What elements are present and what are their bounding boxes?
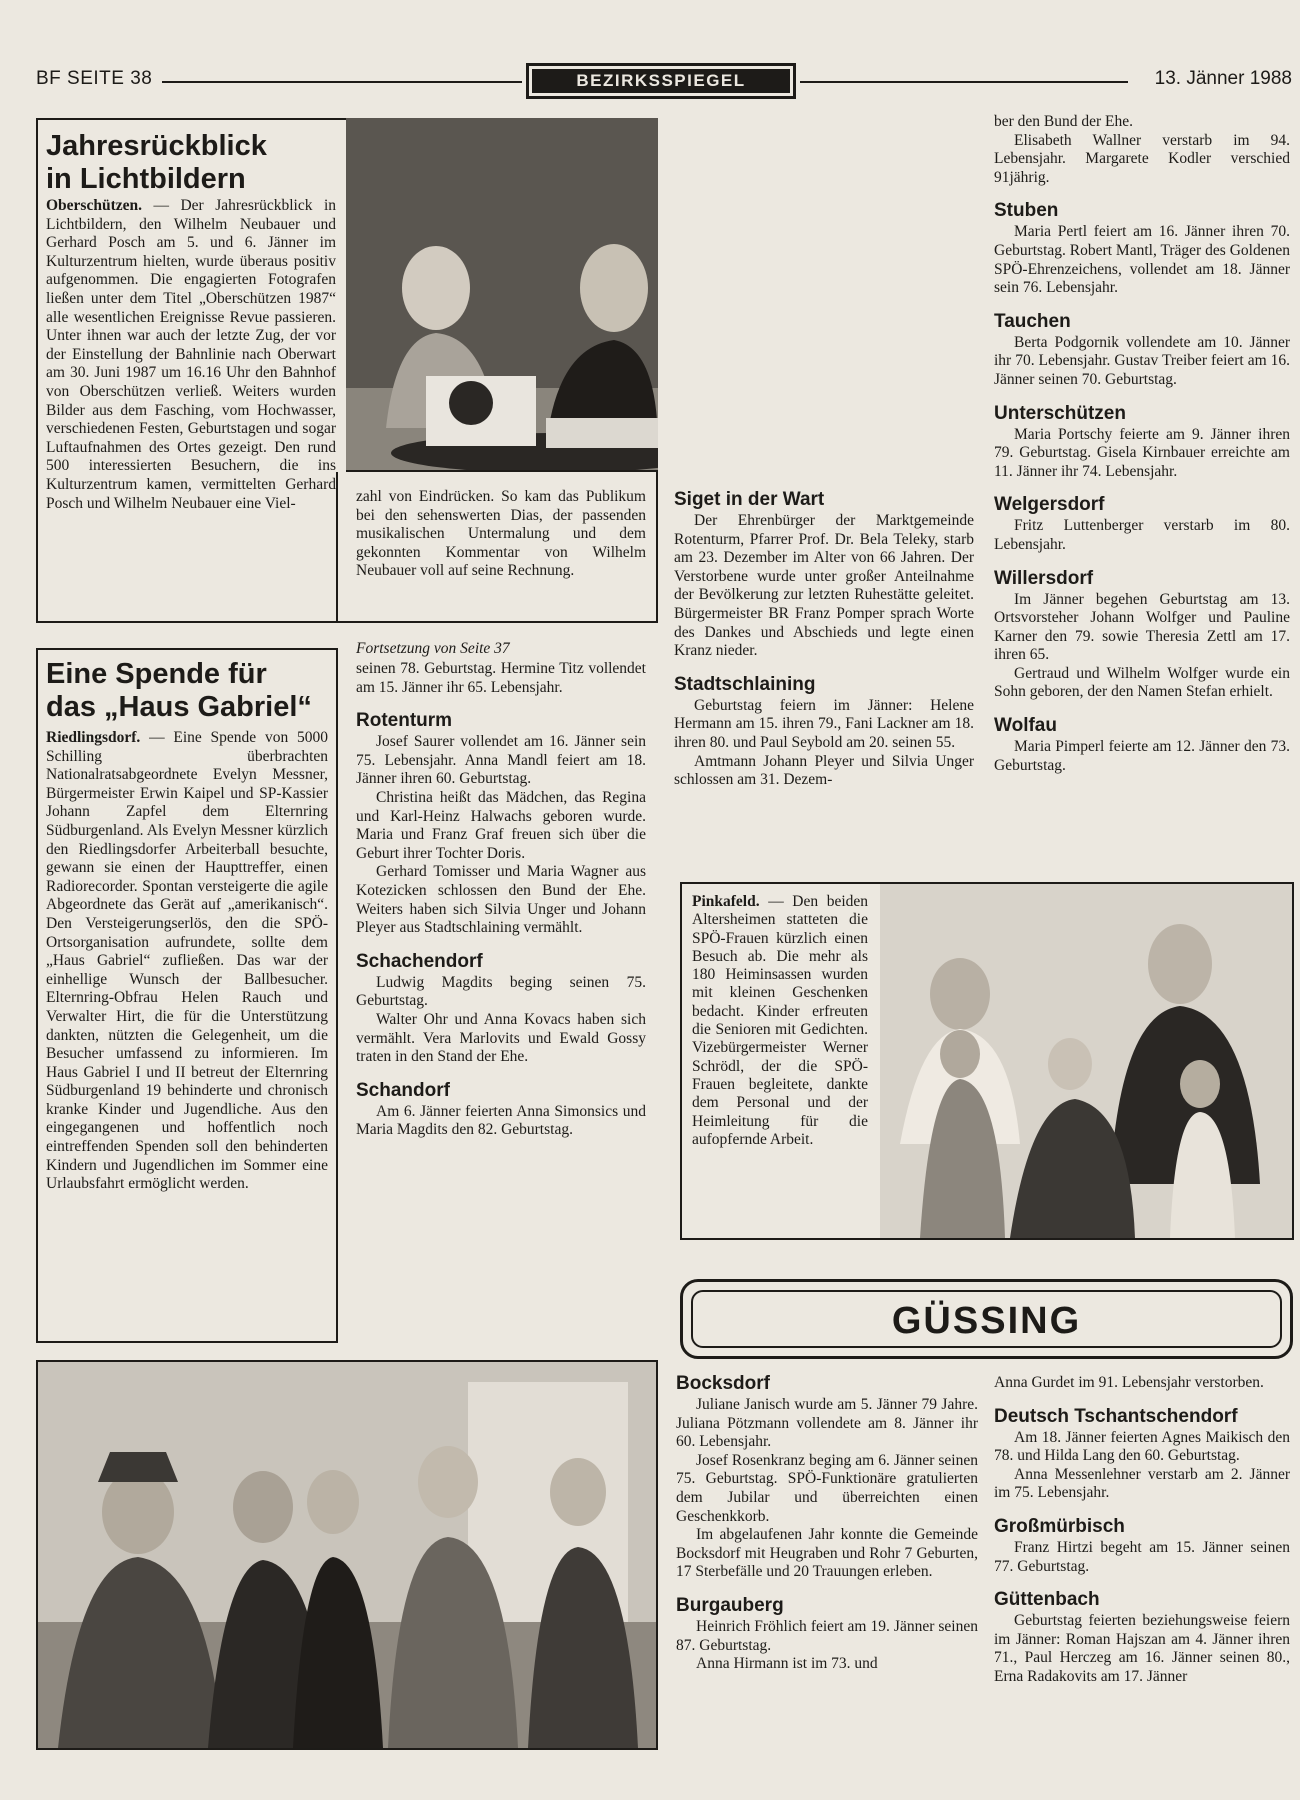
pinkafeld-lead: Pinkafeld. [692,893,760,910]
section-tauchen [994,310,1290,390]
photo-group-visitors [36,1360,658,1750]
section-body [994,591,1290,703]
section-heading: Willersdorf [994,567,1094,589]
guessing-left-sections [676,1372,978,1674]
section-grossmurbisch [994,1515,1290,1576]
section-heading: Schandorf [356,1079,450,1101]
section-heading: Güttenbach [994,1589,1100,1611]
page-date: 13. Jänner 1988 [1154,68,1292,89]
section-body [676,1618,978,1674]
guessing-right-intro [994,1374,1290,1393]
section-body [994,1429,1290,1503]
photo-projector-men [346,118,658,470]
section-deutsch-tschantschendorf [994,1405,1290,1503]
section-paragraph: Franz Hirtzi begeht am 15. Jänner seinen 77. Geburtstag. [994,1538,1290,1575]
section-heading: Bocksdorf [676,1373,770,1394]
section-body [994,1539,1290,1576]
article-haus-gabriel-text [46,729,328,1194]
section-paragraph: Ludwig Magdits beging seinen 75. Geburtstag. [356,973,646,1010]
section-paragraph: Am 18. Jänner feierten Agnes Maikisch den 78. und Hilda Lang den 60. Geburtstag. [994,1428,1290,1465]
pinkafeld-caption [692,893,868,1149]
section-paragraph: Im Jänner begehen Geburtstag am 13. Ortsvorsteher Johann Wolfger und Pauline Karner den 79. sowie Theresia Zettl am 17. ihren 65. [994,590,1290,664]
section-heading: Schachendorf [356,950,483,972]
section-rotenturm [356,709,646,938]
intro-text: seinen 78. Geburtstag. Hermine Titz vollendet am 15. Jänner ihr 65. Lebensjahr. [356,660,646,696]
section-stadtschlaining [674,673,974,790]
section-body [676,1396,978,1582]
section-siget-in-der-wart [674,488,974,661]
photo-rule [346,470,658,472]
section-body [356,1103,646,1140]
section-stuben [994,199,1290,297]
section-welgersdorf [994,493,1290,554]
photo-projector-men-image [346,118,658,470]
section-heading: Stuben [994,200,1059,222]
section-paragraph: Geburtstag feierten beziehungsweise feiern im Jänner: Roman Hajszan am 4. Jänner ihren 71., Paul Herczeg am 16. Jänner seinen 80., Erna Radakovits am 17. Jänner [994,1612,1290,1685]
pinkafeld-text: — Den beiden Altersheimen statteten die SPÖ-Frauen kürzlich einen Besuch ab. Die mehr als 180 Heiminsassen wurden mit kleinen Geschenken bedacht. Kinder erfreuten die Senioren mit Gedichten. Vizebürgermeister Werner Schrödl, der die SPÖ-Frauen begleitete, dankte dem Personal und der Heimleitung für die aufopfernde Arbeit. [692,893,869,1148]
mid-sections [356,709,646,1140]
column-local-news-c3 [674,488,974,790]
section-heading: Siget in der Wart [674,489,825,510]
photo-seniors-home [880,884,1292,1238]
section-heading: Großmürbisch [994,1515,1125,1537]
article-jahresrueckblick-title [46,130,336,196]
section-heading: Rotenturm [356,710,453,732]
section-heading: Burgauberg [676,1594,784,1616]
section-body [994,517,1290,554]
article-body: — Der Jahresrückblick in Lichtbildern, den Wilhelm Neubauer und Gerhard Posch am 5. und 6. Jänner im Kulturzentrum hielten, wurde überaus positiv aufgenommen. Die engagierten Fotografen ließen unter dem Titel „Oberschützen 1987“ alle wesentlichen Ereignisse Revue passieren. Unter ihnen war auch der letzte Zug, der vor der Einstellung der Bahnlinie nach Oberwart am 30. Juni 1987 um 16.16 Uhr den Bahnhof von Oberschützen verließ. Weiters wurden Bilder aus dem Fasching, vom Hochwasser, verschiedenen Festen, Geburtstagen und sogar Luftaufnahmen des Ortes gezeigt. Den rund 500 interessierten Besuchern, die ins Kulturzentrum kamen, vermittelten Gerhard Posch und Wilhelm Neubauer eine Viel- [46,197,337,512]
article-jahresrueckblick-text [46,197,336,513]
section-schandorf [356,1079,646,1140]
article-body-continued: zahl von Eindrücken. So kam das Publikum bei den sehenswerten Dias, der passenden musikalischen Untermalung und dem gekonnten Kommentar von Wilhelm Neubauer voll auf seine Rechnung. [356,488,646,580]
section-paragraph: Im abgelaufenen Jahr konnte die Gemeinde Bocksdorf mit Heugraben und Rohr 7 Geburten, 17 Sterbefälle und 20 Trauungen erleben. [676,1526,978,1581]
section-paragraph: Am 6. Jänner feierten Anna Simonsics und Maria Magdits den 82. Geburtstag. [356,1102,646,1139]
intro-paragraph: Elisabeth Wallner verstarb im 94. Lebensjahr. Margarete Kodler verschied 91jährig. [994,131,1290,186]
guessing-column-right [994,1374,1290,1687]
continuation-note: Fortsetzung von Seite 37 [356,640,510,657]
section-schachendorf [356,950,646,1067]
section-guttenbach [994,1588,1290,1686]
section-paragraph: Berta Podgornik vollendete am 10. Jänner ihr 70. Lebensjahr. Gustav Treiber feiert am 16. Jänner seinen 70. Geburtstag. [994,333,1290,388]
section-heading: Unterschützen [994,402,1126,424]
photo-group-visitors-image [38,1362,656,1748]
section-paragraph: Anna Hirmann ist im 73. und [696,1655,878,1673]
section-bocksdorf [676,1372,978,1582]
section-body [994,223,1290,297]
section-paragraph: Maria Pimperl feierte am 12. Jänner den 73. Geburtstag. [994,738,1290,774]
section-paragraph: Josef Rosenkranz beging am 6. Jänner seinen 75. Geburtstag. SPÖ-Funktionäre gratulierten dem Jubilar und überreichten einen Geschenkkorb. [676,1451,978,1525]
section-body [356,733,646,938]
guessing-banner [680,1279,1293,1359]
article-body: — Eine Spende von 5000 Schilling überbrachten Nationalratsabgeordnete Evelyn Messner, Bürgermeister Erwin Kaipel und SP-Kassier Johann Zapfel dem Elternring Südburgenland. Als Evelyn Messner kürzlich den Riedlingsdorfer Arbeiterball besuchte, gewann sie einen der Haupttreffer, einen Radiorecorder. Spontan versteigerte die agile Abgeordnete das Gerät auf „amerikanisch“. Den Versteigerungserlös, den die SPÖ-Ortsorganisation aufrundete, sollte dem „Haus Gabriel“ zufließen. Das war der einhellige Wunsch der Ballbesucher. Elternring-Obfrau Helen Rauch und Verwalter Hirt, die für die Unterstützung dankten, nützten die Gelegenheit, um die Besucher umfassend zu informieren. Im Haus Gabriel I und II betreut der Elternring Südburgenland 19 behinderte und chronisch kranke Kinder und Jugendliche. Aus den eingegangenen und hoffentlich noch eintreffenden Spenden soll den behinderten Kindern und Jugendlichen im Sommer eine Urlaubsfahrt ermöglicht werden. [46,729,328,1193]
c4-intro [994,113,1290,187]
section-body [994,738,1290,775]
section-title: BEZIRKSSPIEGEL [532,69,790,93]
page-label: BF SEITE 38 [36,68,153,89]
article-jahresrueckblick-continuation [356,488,646,581]
guessing-right-sections [994,1405,1290,1687]
guessing-banner-title: GÜSSING [691,1290,1282,1348]
section-paragraph: Der Ehrenbürger der Marktgemeinde Rotenturm, Pfarrer Prof. Dr. Bela Teleky, starb am 23. Dezember im Alter von 66 Jahren. Der Verstorbene wurde unter großer Anteilnahme der Bevölkerung zur letzten Ruhestätte geleitet. Bürgermeister BR Franz Pomper sprach Worte des Dankes und Abschieds und legte einen Kranz nieder. [674,512,974,660]
column-rule [336,472,338,622]
section-willersdorf [994,567,1290,703]
section-unterschutzen [994,402,1290,482]
section-burgauberg [676,1594,978,1674]
section-paragraph: Maria Portschy feierte am 9. Jänner ihren 79. Geburtstag. Gisela Kirnbauer erreichte am 11. Jänner ihr 74. Lebensjahr. [994,425,1290,480]
section-paragraph: Gerhard Tomisser und Maria Wagner aus Kotezicken schlossen den Bund der Ehe. Weiters haben sich Silvia Unger und Johann Pleyer aus Stadtschlaining vermählt. [356,863,646,937]
column-intro [356,660,646,697]
section-body [356,974,646,1067]
section-body [674,697,974,790]
section-badge [526,63,796,99]
section-paragraph: Geburtstag feiern im Jänner: Helene Hermann am 15. ihren 79., Fani Lackner am 18. ihren 80. und Paul Seybold am 20. seinen 55. [674,696,974,751]
section-paragraph: Heinrich Fröhlich feiert am 19. Jänner seinen 87. Geburtstag. [676,1617,978,1654]
header-rule-right [800,81,1128,83]
column-local-news-mid [356,640,646,1140]
section-paragraph: Josef Saurer vollendet am 16. Jänner sein 75. Lebensjahr. Anna Mandl feiert am 18. Jänner ihren 60. Geburtstag. [356,733,646,788]
intro-paragraph: ber den Bund der Ehe. [994,113,1134,130]
photo-seniors-home-image [880,884,1292,1238]
article-lead: Oberschützen. [46,197,143,214]
section-paragraph: Walter Ohr und Anna Kovacs haben sich vermählt. Vera Marlovits und Ewald Gossy traten in den Stand der Ehe. [356,1010,646,1066]
section-heading: Welgersdorf [994,494,1105,516]
c4-sections [994,199,1290,775]
article-haus-gabriel-title [46,658,336,724]
section-paragraph: Fritz Luttenberger verstarb im 80. Lebensjahr. [994,517,1290,553]
section-paragraph: Juliane Janisch wurde am 5. Jänner 79 Jahre. Juliana Pötzmann vollendete am 8. Jänner ihr 60. Lebensjahr. [676,1396,978,1451]
column-local-news-c4 [994,113,1290,775]
title-line-2: das „Haus Gabriel“ [46,691,312,723]
section-heading: Tauchen [994,310,1071,332]
header-rule-left [162,81,522,83]
title-line-1: Eine Spende für [46,658,267,690]
section-paragraph: Christina heißt das Mädchen, das Regina und Karl-Heinz Halwachs geboren wurde. Maria und Franz Graf freuen sich über die Geburt ihrer Tochter Doris. [356,788,646,862]
section-paragraph: Amtmann Johann Pleyer und Silvia Unger schlossen am 31. Dezem- [674,752,974,789]
section-body [674,512,974,661]
guessing-column-left [676,1372,978,1674]
c3-sections [674,488,974,790]
section-heading: Deutsch Tschantschendorf [994,1405,1238,1427]
title-line-2: in Lichtbildern [46,163,246,195]
section-body [994,334,1290,390]
section-heading: Wolfau [994,715,1057,737]
article-lead: Riedlingsdorf. [46,729,141,746]
section-wolfau [994,714,1290,775]
section-body [994,1612,1290,1686]
title-line-1: Jahresrückblick [46,130,267,162]
section-paragraph: Gertraud und Wilhelm Wolfger wurde ein Sohn geboren, der den Namen Stefan erhielt. [994,664,1290,701]
section-heading: Stadtschlaining [674,673,816,695]
section-body [994,426,1290,482]
section-paragraph: Anna Messenlehner verstarb am 2. Jänner im 75. Lebensjahr. [994,1465,1290,1502]
guessing-right-intro-text: Anna Gurdet im 91. Lebensjahr verstorben. [994,1374,1264,1391]
section-paragraph: Maria Pertl feiert am 16. Jänner ihren 70. Geburtstag. Robert Mantl, Träger des Goldenen SPÖ-Ehrenzeichens, vollendet am 18. Jänner sein 76. Lebensjahr. [994,223,1290,297]
